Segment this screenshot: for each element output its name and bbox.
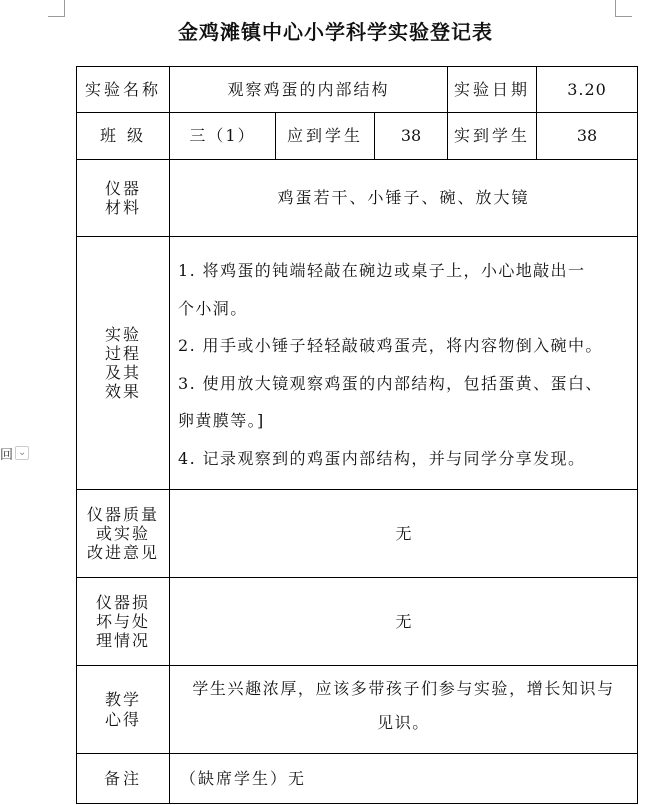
process-label-line: 效果 [104, 382, 141, 402]
process-step-line: 1. 将鸡蛋的钝端轻敲在碗边或桌子上，小心地敲出一 [178, 261, 586, 280]
equipment-label-line: 仪器 [104, 178, 141, 198]
process-label [77, 237, 170, 490]
process-step-line: 2. 用手或小锤子轻轻敲破鸡蛋壳，将内容物倒入碗中。 [178, 336, 603, 355]
teaching-label [77, 666, 170, 754]
damage-label [77, 578, 170, 666]
quality-label-line: 仪器质量 [86, 504, 159, 524]
damage-value: 无 [170, 578, 638, 666]
damage-label-line: 理情况 [95, 631, 150, 651]
remarks-value: （缺席学生）无 [170, 754, 638, 804]
quality-label-line: 改进意见 [86, 543, 159, 563]
equipment-value: 鸡蛋若干、小锤子、碗、放大镜 [170, 160, 638, 237]
class-label: 班 级 [77, 113, 170, 160]
experiment-name-value: 观察鸡蛋的内部结构 [170, 67, 448, 113]
damage-label-line: 仪器损 [95, 592, 150, 612]
table-row [77, 578, 638, 666]
expected-students-label: 应到学生 [276, 113, 375, 160]
process-step-line: 3. 使用放大镜观察鸡蛋的内部结构，包括蛋黄、蛋白、 [178, 373, 603, 393]
table-row [77, 666, 638, 754]
table-row [77, 237, 638, 490]
teaching-label-line: 教学 [104, 690, 141, 710]
side-widget-label: 回 [0, 447, 14, 463]
table-row [77, 113, 638, 160]
teaching-label-line: 心得 [104, 709, 141, 729]
quality-value: 无 [170, 490, 638, 578]
teaching-reflection-line: 学生兴趣浓厚，应该多带孩子们参与实验，增长知识与 [192, 679, 615, 698]
side-menu-widget[interactable] [0, 444, 29, 462]
actual-students-label: 实到学生 [448, 113, 537, 160]
experiment-date-value: 3.20 [537, 67, 638, 113]
quality-label-line: 或实验 [95, 523, 150, 543]
damage-label-line: 坏与处 [95, 611, 150, 631]
table-row [77, 490, 638, 578]
equipment-label-line: 材料 [104, 198, 141, 217]
expected-students-value: 38 [375, 113, 448, 160]
table-row [77, 160, 638, 237]
process-step-line: 4. 记录观察到的鸡蛋内部结构，并与同学分享发现。 [178, 448, 586, 468]
actual-students-value: 38 [537, 113, 638, 160]
teaching-reflection-line: 见识。 [377, 713, 430, 732]
margin-corner-mark-left [48, 0, 65, 17]
process-steps [170, 237, 638, 490]
equipment-label [77, 160, 170, 237]
experiment-date-label: 实验日期 [448, 67, 537, 113]
quality-label [77, 490, 170, 578]
experiment-name-label: 实验名称 [77, 67, 170, 113]
process-label-line: 及其 [104, 363, 141, 382]
process-step-line: 个小洞。 [178, 298, 248, 318]
margin-corner-mark-right [615, 0, 632, 17]
table-row [77, 754, 638, 804]
table-row [77, 67, 638, 113]
process-label-line: 过程 [104, 343, 141, 363]
process-step-line: 卵黄膜等。] [178, 411, 265, 430]
process-label-line: 实验 [104, 324, 141, 344]
experiment-register-table [76, 66, 638, 804]
chevron-down-icon[interactable]: ⌄ [15, 446, 29, 460]
remarks-label: 备注 [77, 754, 170, 804]
teaching-reflection [170, 666, 638, 754]
class-value: 三（1） [170, 113, 276, 160]
document-title: 金鸡滩镇中心小学科学实验登记表 [178, 20, 493, 44]
